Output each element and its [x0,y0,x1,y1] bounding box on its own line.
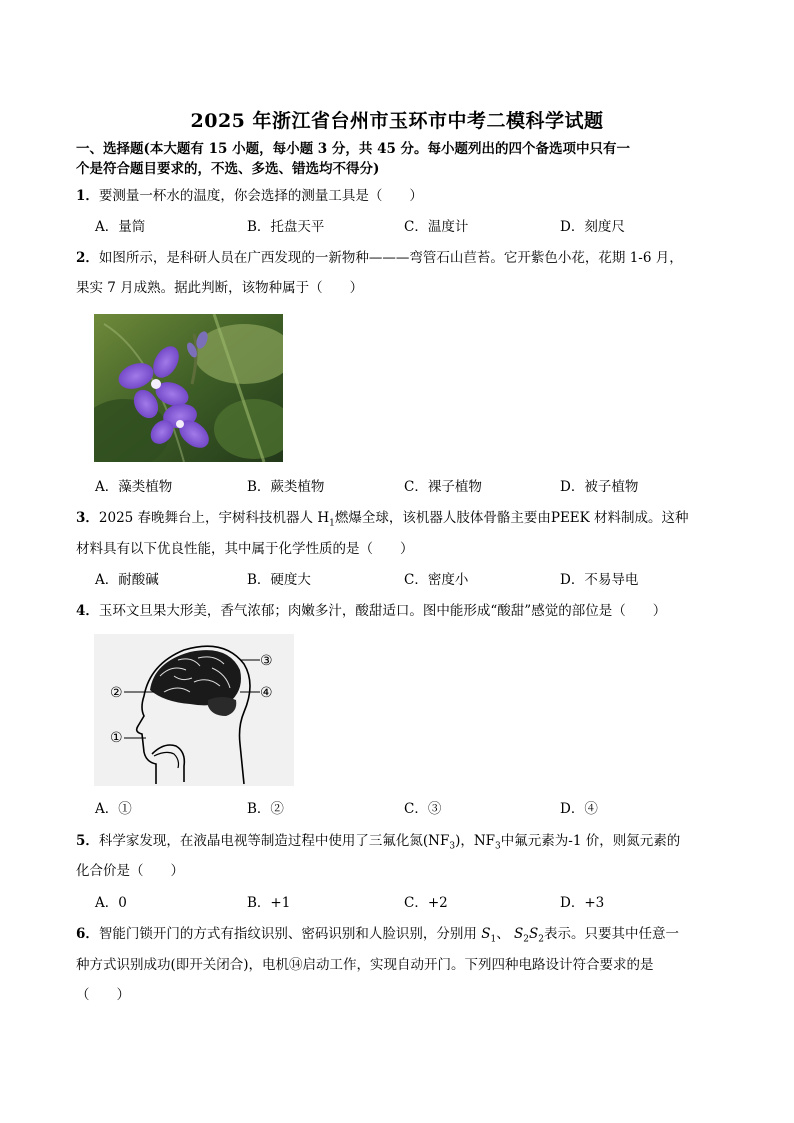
subscript: 3 [449,841,456,852]
option-b[interactable]: B．托盘天平 [247,219,325,235]
question-5-line2: 化合价是（ ） [76,863,184,879]
question-number: 2． [76,250,99,266]
option-b[interactable]: B．② [247,801,284,817]
question-3-options [95,571,735,589]
question-number: 3． [76,510,99,526]
option-b[interactable]: B．+1 [247,895,291,911]
question-text-b: 燃爆全球，该机器人肢体骨骼主要由PEEK 材料制成。这种 [334,510,689,526]
option-d[interactable]: D．被子植物 [560,479,639,495]
option-b[interactable]: B．蕨类植物 [247,479,325,495]
option-a[interactable]: A．量筒 [95,219,146,235]
question-1 [76,187,423,205]
question-text-a: 2025 春晚舞台上，宇树科技机器人 H [98,510,330,526]
option-d[interactable]: D．刻度尺 [560,219,625,235]
separator: 、 [496,926,514,942]
question-6-line2: 种方式识别成功(即开关闭合)，电机⑭启动工作，实现自动开门。下列四种电路设计符合要求的是 [76,957,654,973]
question-2 [76,249,683,267]
option-c[interactable]: C．③ [404,801,442,817]
question-text-b: 表示。只要其中任意一 [543,926,679,942]
question-2-options [95,478,735,496]
question-4 [76,602,666,620]
question-number: 1． [76,188,99,204]
subscript: 1 [490,934,497,945]
option-d[interactable]: D．不易导电 [560,572,639,588]
question-number: 6． [76,926,99,942]
option-c[interactable]: C．密度小 [404,572,469,588]
symbol-s1: S [481,926,491,942]
question-text-c: 中氟元素为-1 价，则氮元素的 [500,833,681,849]
question-4-options [95,800,735,818]
question-3-line2: 材料具有以下优良性能，其中属于化学性质的是（ ） [76,541,414,557]
label-3: ③ [260,653,273,669]
subscript: 2 [538,934,544,945]
question-text-a: 科学家发现，在液晶电视等制造过程中使用了三氟化氮(NF [98,833,450,849]
option-d[interactable]: D．④ [560,801,598,817]
question-number: 4． [76,603,99,619]
question-number: 5． [76,833,99,849]
option-c[interactable]: C．+2 [404,895,448,911]
page-title: 2025 年浙江省台州市玉环市中考二模科学试题 [190,110,604,132]
option-a[interactable]: A．藻类植物 [95,479,173,495]
option-c[interactable]: C．温度计 [404,219,469,235]
symbol-s3: S [528,926,539,942]
question-5-options [95,894,735,912]
option-d[interactable]: D．+3 [560,895,605,911]
question-text: 玉环文旦果大形美，香气浓郁；肉嫩多汁，酸甜适口。图中能形成“酸甜”感觉的部位是（ ） [98,603,667,619]
brain-head-diagram [94,634,294,786]
section-heading-line1: 一、选择题(本大题有 15 小题，每小题 3 分，共 45 分。每小题列出的四个备选项中只有一 [76,141,631,157]
option-a[interactable]: A．① [95,801,132,817]
option-c[interactable]: C．裸子植物 [404,479,482,495]
question-text-a: 智能门锁开门的方式有指纹识别、密码识别和人脸识别，分别用 [98,926,482,942]
option-b[interactable]: B．硬度大 [247,572,311,588]
label-2: ② [110,685,123,701]
label-1: ① [110,730,123,746]
question-text-b: )，NF [455,833,496,849]
subscript: 2 [523,934,529,945]
question-text: 要测量一杯水的温度，你会选择的测量工具是（ ） [98,188,423,204]
section-heading-line2: 个是符合题目要求的，不选、多选、错选均不得分) [76,161,380,177]
option-a[interactable]: A．耐酸碱 [95,572,159,588]
question-3 [76,509,689,533]
question-2-line2: 果实 7 月成熟。据此判断，该物种属于（ ） [76,280,364,296]
symbol-s2: S [513,926,524,942]
subscript: 3 [495,841,501,852]
label-4: ④ [260,685,273,701]
question-1-options [95,218,735,236]
question-5 [76,832,680,856]
question-text-line1: 如图所示，是科研人员在广西发现的一新物种———弯管石山苣苔。它开紫色小花，花期 1-6 月， [98,250,683,266]
question-6 [76,925,679,949]
subscript: 1 [329,518,335,529]
option-a[interactable]: A．0 [95,895,127,911]
question-6-line3: （ ） [76,987,130,1003]
purple-flower-photo [94,314,283,462]
